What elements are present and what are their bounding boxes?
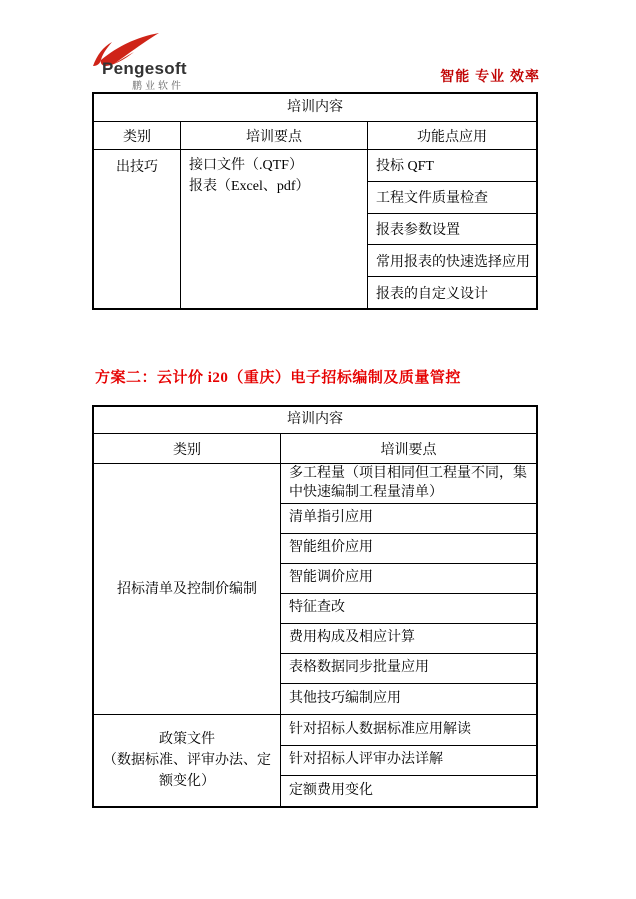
- point-row: [281, 624, 536, 654]
- function-label: 投标 QFT: [376, 159, 434, 175]
- training-table-2: [92, 405, 538, 808]
- column-header-category: 类别: [94, 434, 281, 463]
- point-row: [281, 564, 536, 594]
- group-category-label: 招标清单及控制价编制: [117, 581, 257, 597]
- points-cell: [181, 150, 368, 308]
- category-cell: 出技巧: [94, 150, 181, 308]
- functions-column: [368, 150, 536, 308]
- column-header-category: 类别: [94, 122, 181, 149]
- point-row: [281, 776, 536, 806]
- point-label: 其他技巧编制应用: [289, 690, 401, 706]
- company-logo: [90, 33, 220, 91]
- group-points-column: [281, 464, 536, 714]
- column-header-points: 培训要点: [181, 122, 368, 149]
- point-label: 费用构成及相应计算: [289, 630, 415, 646]
- table-group-bidding: [94, 464, 536, 715]
- function-row: [368, 245, 536, 277]
- point-label: 表格数据同步批量应用: [289, 660, 429, 676]
- point-label: 智能组价应用: [289, 540, 373, 556]
- point-line: 报表（Excel、pdf）: [189, 179, 310, 194]
- brand-chinese-text: 鹏业软件: [132, 81, 184, 92]
- point-row: [281, 684, 536, 714]
- plan-heading: 方案二：云计价 i20（重庆）电子招标编制及质量管控: [95, 370, 461, 386]
- table1-caption: 培训内容: [94, 94, 536, 122]
- table2-header-row: [94, 434, 536, 464]
- point-row: [281, 654, 536, 684]
- function-row: [368, 214, 536, 246]
- group-category-note: （数据标准、评审办法、定额变化）: [103, 753, 271, 789]
- group-category-cell: [94, 715, 281, 806]
- point-row: [281, 746, 536, 776]
- point-label: 针对招标人数据标准应用解读: [289, 721, 471, 737]
- header-slogan: 智能 专业 效率: [440, 68, 540, 84]
- point-row: [281, 594, 536, 624]
- point-row: [281, 464, 536, 504]
- column-header-functions: 功能点应用: [417, 129, 487, 145]
- group-category-label: 政策文件: [159, 732, 215, 747]
- point-row: [281, 504, 536, 534]
- table2-caption: 培训内容: [94, 407, 536, 434]
- function-label: 工程文件质量检查: [376, 191, 488, 207]
- point-label: 针对招标人评审办法详解: [289, 752, 443, 768]
- function-row: [368, 150, 536, 182]
- group-category-cell: [94, 464, 281, 714]
- group-points-column: [281, 715, 536, 806]
- training-table-1: [92, 92, 538, 310]
- table1-body: [94, 150, 536, 308]
- function-row: [368, 182, 536, 214]
- brand-text: Pengesoft: [102, 59, 187, 78]
- point-line: 接口文件（.QTF）: [189, 158, 303, 173]
- point-label: 定额费用变化: [289, 782, 373, 798]
- function-row: [368, 277, 536, 308]
- table-group-policy: [94, 715, 536, 806]
- point-row: [281, 534, 536, 564]
- point-label: 智能调价应用: [289, 570, 373, 586]
- point-label: 特征查改: [289, 600, 345, 616]
- point-label: 多工程量（项目相同但工程量不同，集中快速编制工程量清单）: [289, 465, 527, 500]
- table1-header-row: [94, 122, 536, 150]
- function-label: 常用报表的快速选择应用: [376, 254, 530, 270]
- point-row: [281, 715, 536, 746]
- point-label: 清单指引应用: [289, 510, 373, 526]
- function-label: 报表参数设置: [376, 222, 460, 238]
- function-label: 报表的自定义设计: [376, 286, 488, 302]
- column-header-points: 培训要点: [380, 442, 437, 458]
